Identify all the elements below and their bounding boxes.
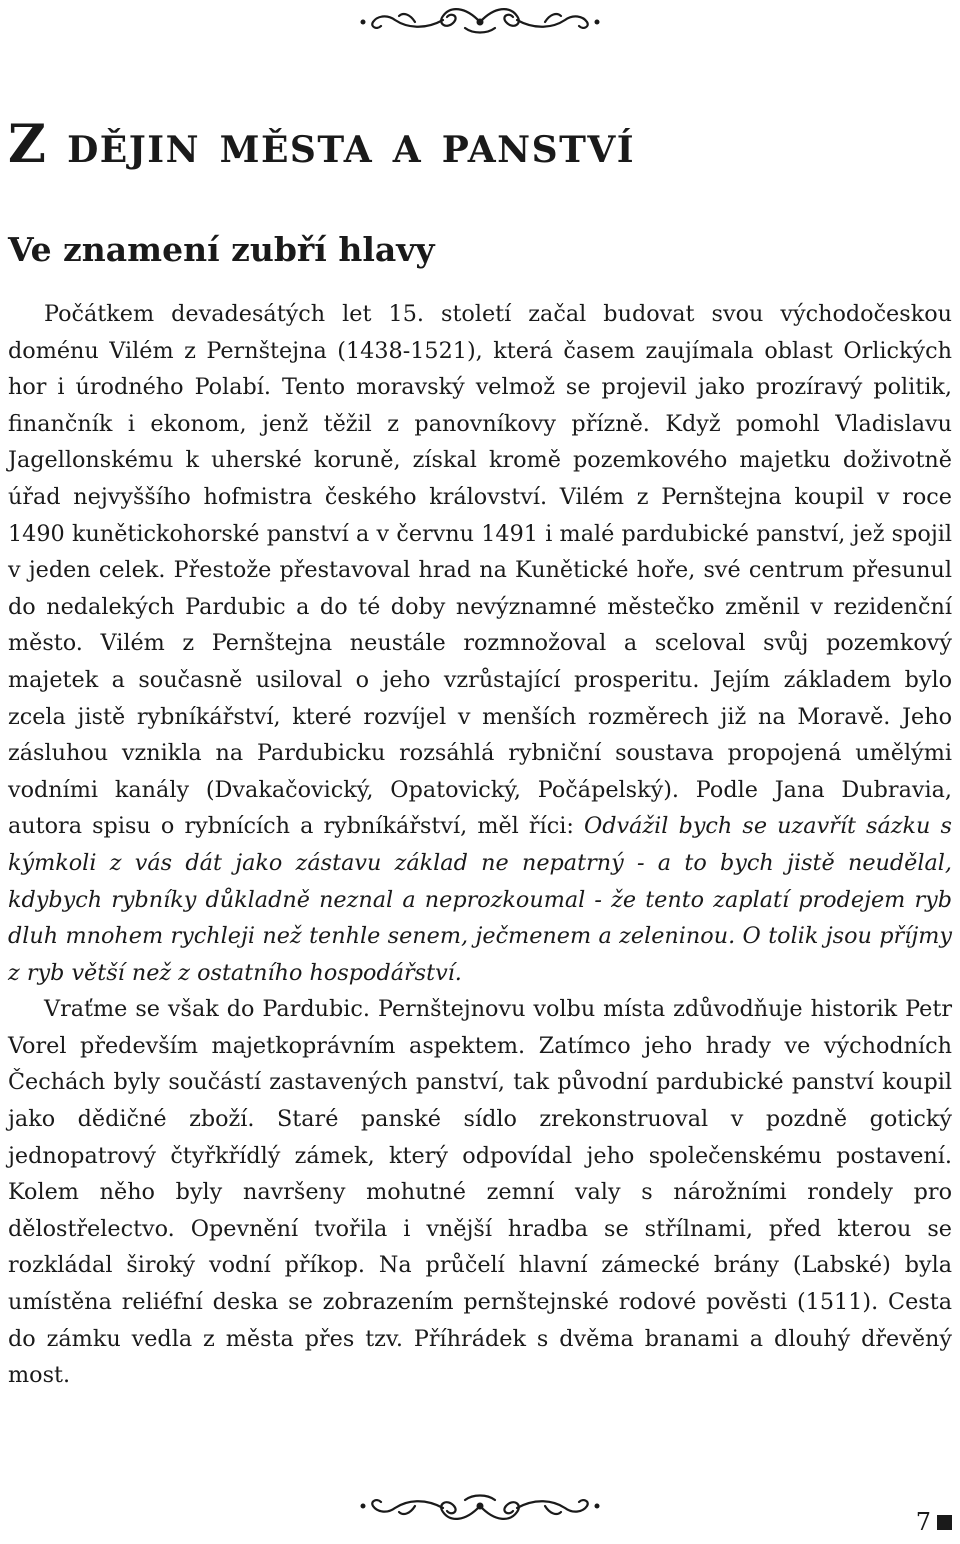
section-title: Ve znamení zubří hlavy <box>8 230 435 269</box>
square-bullet-icon <box>937 1515 952 1530</box>
paragraph <box>8 296 952 991</box>
paragraph-text: Počátkem devadesátých let 15. století začal budovat svou východočeskou doménu Vilém z Pernštejna (1438-1521), která časem zaujímala oblast Orlických hor i úrodného Polabí. Tento moravský velmož se projevil jako prozíravý politik, finančník i ekonom, jenž těžil z panovníkovy přízně. Když pomohl Vladislavu Jagellonskému k uherské koruně, získal kromě pozemkového majetku doživotně úřad nejvyššího hofmistra českého království. Vilém z Pernštejna koupil v roce 1490 kunětickohorské panství a v červnu 1491 i malé pardubické panství, jež spojil v jeden celek. Přestože přestavoval hrad na Kunětické hoře, své centrum přesunul do nedalekých Pardubic a do té doby nevýznamné městečko změnil v rezidenční město. Vilém z Pernštejna neustále rozmnožoval a sceloval svůj pozemkový majetek a současně usiloval o jeho vzrůstající prosperitu. Jejím základem bylo zcela jistě rybníkářství, které rozvíjel v menších rozměrech již na Moravě. Jeho zásluhou vznikla na Pardubicku rozsáhlá rybniční soustava propojená umělými vodními kanály (Dvakačovický, Opatovický, Počápelský). Podle Jana Dubravia, autora spisu o rybnících a rybníkářství, měl říci: <box>8 301 952 840</box>
page-number <box>916 1506 952 1538</box>
top-ornament-icon <box>355 0 605 40</box>
chapter-title: Z dějin města a panství <box>8 114 636 175</box>
article-body <box>8 296 952 1394</box>
dubravius-quote: Odvážil bych se uzavřít sázku s kýmkoli z vás dát jako zástavu základ ne nepatrný - a to bych jistě neudělal, kdybych rybníky důkladně neznal a neprozkoumal - že tento zaplatí prodejem ryb dluh mnohem rychleji než tenhle senem, ječmenem a zeleninou. O tolik jsou příjmy z ryb větší než z ostatního hospodářství. <box>8 813 952 986</box>
paragraph <box>8 991 952 1394</box>
page-number-text: 7 <box>915 1508 931 1536</box>
paragraph-text: Vraťme se však do Pardubic. Pernštejnovu volbu místa zdůvodňuje historik Petr Vorel především majetkoprávním aspektem. Zatímco jeho hrady ve východních Čechách byly součástí zastavených panství, tak původní pardubické panství koupil jako dědičné zboží. Staré panské sídlo zrekonstruoval v pozdně gotický jednopatrový čtyřkřídlý zámek, který odpovídal jeho společenskému postavení. Kolem něho byly navršeny mohutné zemní valy s nárožními rondely pro dělostřelectvo. Opevnění tvořila i vnější hradba se střílnami, před kterou se rozkládal široký vodní příkop. Na průčelí hlavní zámecké brány (Labské) byla umístěna reliéfní deska se zobrazením pernštejnské rodové pověsti (1511). Cesta do zámku vedla z města přes tzv. Příhrádek s dvěma branami a dlouhý dřevěný most. <box>8 996 952 1389</box>
bottom-ornament-icon <box>355 1488 605 1528</box>
